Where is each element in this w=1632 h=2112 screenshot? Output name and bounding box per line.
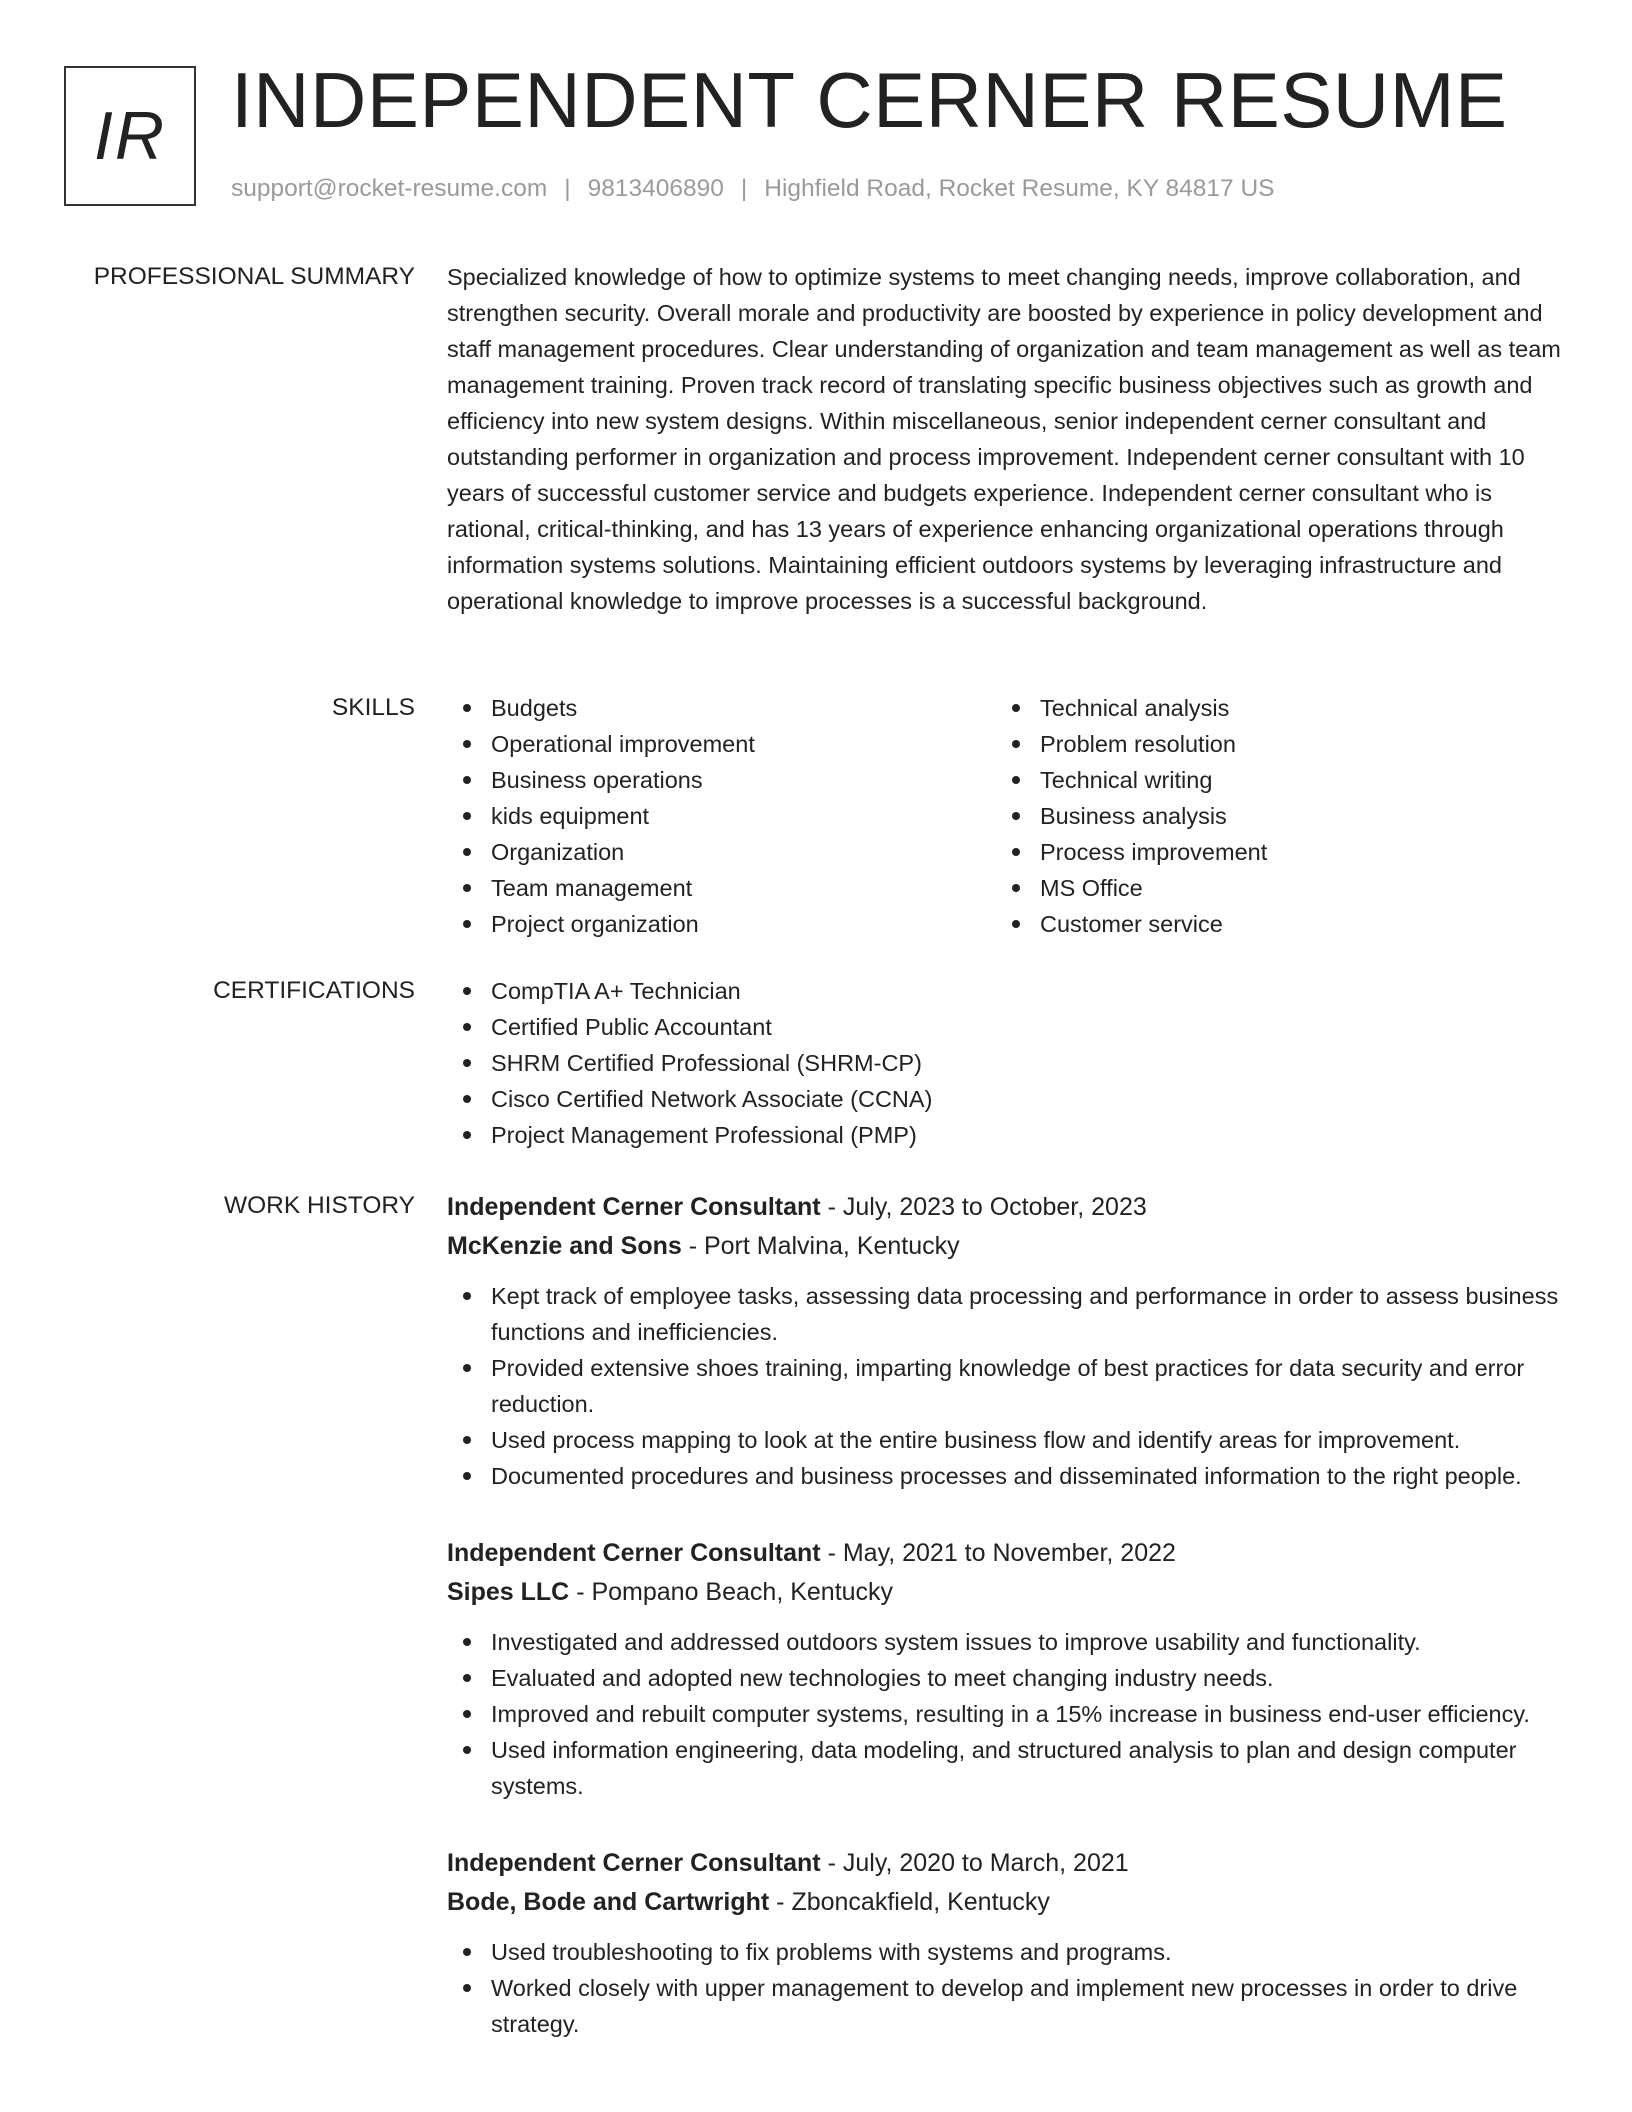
job-title: Independent Cerner Consultant <box>447 1193 821 1221</box>
contact-line <box>231 175 1275 203</box>
job-bullet: Kept track of employee tasks, assessing data processing and performance in order to assess business functions and inefficiencies. <box>447 1278 1567 1350</box>
skill-item: Process improvement <box>996 834 1545 870</box>
certification-item: Cisco Certified Network Associate (CCNA) <box>447 1081 1567 1117</box>
job-company: Sipes LLC <box>447 1578 570 1606</box>
skill-item: Operational improvement <box>447 726 996 762</box>
skill-item: Customer service <box>996 906 1545 942</box>
job-title: Independent Cerner Consultant <box>447 1539 821 1567</box>
skills-list-left <box>447 690 996 942</box>
job-dates: - July, 2020 to March, 2021 <box>820 1849 1129 1877</box>
monogram-logo: IR <box>64 66 196 206</box>
job-bullets <box>447 1278 1567 1494</box>
section-label: SKILLS <box>331 694 415 721</box>
job-bullets <box>447 1624 1567 1804</box>
job-location: - Port Malvina, Kentucky <box>681 1232 960 1260</box>
section-body <box>447 1188 1567 2082</box>
job-bullet: Used troubleshooting to fix problems with systems and programs. <box>447 1934 1567 1970</box>
skills-columns <box>447 690 1567 942</box>
job-entry <box>447 1534 1567 1804</box>
skill-item: Business operations <box>447 762 996 798</box>
section-label: CERTIFICATIONS <box>213 977 415 1004</box>
job-company-line <box>447 1573 1567 1612</box>
job-bullet: Documented procedures and business processes and disseminated information to the right people. <box>447 1458 1567 1494</box>
job-bullet: Provided extensive shoes training, imparting knowledge of best practices for data security and error reduction. <box>447 1350 1567 1422</box>
skill-item: MS Office <box>996 870 1545 906</box>
certifications-list <box>447 973 1567 1153</box>
skill-item: Technical writing <box>996 762 1545 798</box>
skill-item: Business analysis <box>996 798 1545 834</box>
job-bullet: Investigated and addressed outdoors system issues to improve usability and functionality. <box>447 1624 1567 1660</box>
section-label: WORK HISTORY <box>223 1192 415 1219</box>
contact-email[interactable]: support@rocket-resume.com <box>231 175 548 202</box>
job-bullet: Evaluated and adopted new technologies to meet changing industry needs. <box>447 1660 1567 1696</box>
job-entry <box>447 1188 1567 1494</box>
job-title-line <box>447 1188 1567 1227</box>
job-bullet: Improved and rebuilt computer systems, resulting in a 15% increase in business end-user efficiency. <box>447 1696 1567 1732</box>
job-company: Bode, Bode and Cartwright <box>447 1888 770 1916</box>
contact-separator: | <box>740 175 748 202</box>
job-location: - Pompano Beach, Kentucky <box>569 1578 894 1606</box>
job-bullet: Used process mapping to look at the entire business flow and identify areas for improvement. <box>447 1422 1567 1458</box>
contact-address: Highfield Road, Rocket Resume, KY 84817 US <box>764 175 1275 202</box>
skill-item: Project organization <box>447 906 996 942</box>
certification-item: SHRM Certified Professional (SHRM-CP) <box>447 1045 1567 1081</box>
certification-item: Certified Public Accountant <box>447 1009 1567 1045</box>
skill-item: Budgets <box>447 690 996 726</box>
summary-text: Specialized knowledge of how to optimize systems to meet changing needs, improve collaboration, and strengthen security. Overall morale and productivity are boosted by experience in policy development and staff management procedures. Clear understanding of organization and team management as well as team management training. Proven track record of translating specific business objectives such as growth and efficiency into new system designs. Within miscellaneous, senior independent cerner consultant and outstanding performer in organization and process improvement. Independent cerner consultant with 10 years of successful customer service and budgets experience. Independent cerner consultant who is rational, critical-thinking, and has 13 years of experience enhancing organizational operations through information systems solutions. Maintaining efficient outdoors systems by leveraging infrastructure and operational knowledge to improve processes is a successful background. <box>447 264 1561 614</box>
job-company: McKenzie and Sons <box>447 1232 682 1260</box>
job-dates: - May, 2021 to November, 2022 <box>820 1539 1176 1567</box>
skill-item: kids equipment <box>447 798 996 834</box>
section-label: PROFESSIONAL SUMMARY <box>93 263 415 290</box>
job-company-line <box>447 1883 1567 1922</box>
section-body <box>447 259 1567 619</box>
resume-title: INDEPENDENT CERNER RESUME <box>231 56 1508 144</box>
skill-item: Problem resolution <box>996 726 1545 762</box>
certification-item: Project Management Professional (PMP) <box>447 1117 1567 1153</box>
job-dates: - July, 2023 to October, 2023 <box>820 1193 1147 1221</box>
skill-item: Technical analysis <box>996 690 1545 726</box>
job-entry <box>447 1844 1567 2042</box>
job-bullet: Used information engineering, data modeling, and structured analysis to plan and design computer systems. <box>447 1732 1567 1804</box>
job-title-line <box>447 1844 1567 1883</box>
certification-item: CompTIA A+ Technician <box>447 973 1567 1009</box>
job-title: Independent Cerner Consultant <box>447 1849 821 1877</box>
job-bullets <box>447 1934 1567 2042</box>
job-title-line <box>447 1534 1567 1573</box>
section-body <box>447 973 1567 1153</box>
job-bullet: Worked closely with upper management to develop and implement new processes in order to drive strategy. <box>447 1970 1567 2042</box>
skill-item: Team management <box>447 870 996 906</box>
contact-phone[interactable]: 9813406890 <box>587 175 724 202</box>
contact-separator: | <box>564 175 571 202</box>
skills-list-right <box>996 690 1545 942</box>
skill-item: Organization <box>447 834 996 870</box>
job-company-line <box>447 1227 1567 1266</box>
job-location: - Zboncakfield, Kentucky <box>769 1888 1050 1916</box>
